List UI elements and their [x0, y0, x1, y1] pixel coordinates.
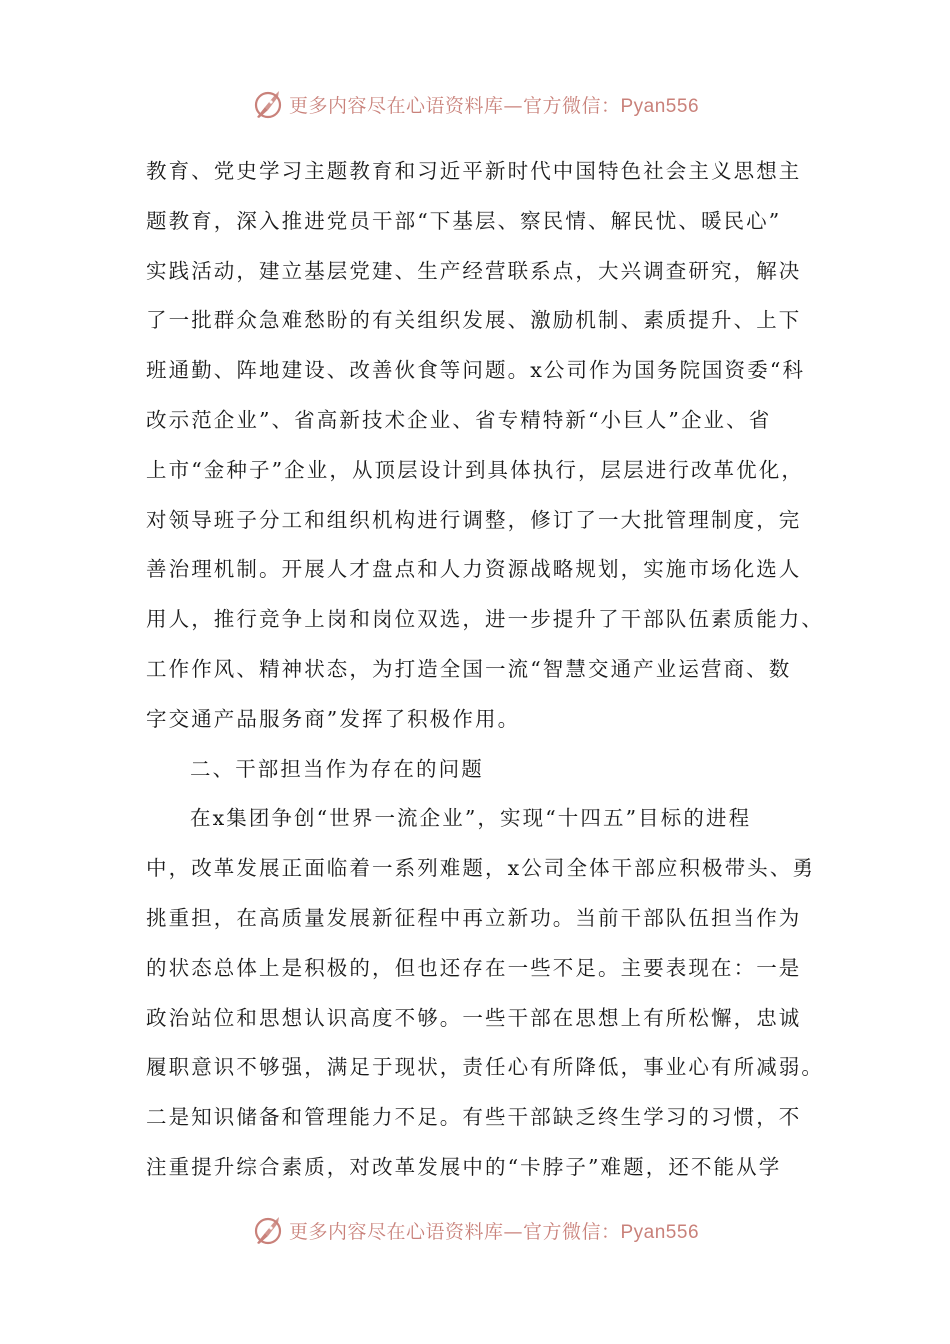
- body-line: 用人，推行竞争上岗和岗位双选，进一步提升了干部队伍素质能力、: [146, 607, 824, 632]
- body-line: 的状态总体上是积极的，但也还存在一些不足。主要表现在：一是: [146, 955, 802, 980]
- body-line: 工作作风、精神状态，为打造全国一流“智慧交通产业运营商、数: [146, 656, 792, 681]
- document-body: [146, 147, 824, 1193]
- body-line: 政治站位和思想认识高度不够。一些干部在思想上有所松懈，忠诚: [146, 1005, 802, 1030]
- body-line: 履职意识不够强，满足于现状，责任心有所降低，事业心有所减弱。: [146, 1055, 824, 1080]
- footer-watermark-banner: [0, 1208, 950, 1252]
- header-banner-handle: Pyan556: [620, 95, 700, 117]
- body-line: 字交通产品服务商”发挥了积极作用。: [146, 706, 521, 731]
- footer-banner-handle: Pyan556: [620, 1221, 700, 1243]
- body-line: 班通勤、阵地建设、改善伙食等问题。x公司作为国务院国资委“科: [146, 358, 806, 383]
- body-line: 实践活动，建立基层党建、生产经营联系点，大兴调查研究，解决: [146, 258, 802, 283]
- body-line: 挑重担，在高质量发展新征程中再立新功。当前干部队伍担当作为: [146, 905, 802, 930]
- body-line: 了一批群众急难愁盼的有关组织发展、激励机制、素质提升、上下: [146, 308, 802, 333]
- body-line: 对领导班子分工和组织机构进行调整，修订了一大批管理制度，完: [146, 507, 802, 532]
- pen-nib-circle-icon: [251, 87, 285, 121]
- footer-banner-label: 更多内容尽在心语资料库—官方微信：: [288, 1220, 621, 1243]
- pen-nib-circle-icon: [251, 1213, 285, 1247]
- header-watermark-banner: [0, 82, 950, 126]
- body-line: 题教育，深入推进党员干部“下基层、察民情、解民忧、暖民心”: [146, 208, 782, 233]
- body-line: 注重提升综合素质，对改革发展中的“卡脖子”难题，还不能从学: [146, 1154, 782, 1179]
- body-line: 改示范企业”、省高新技术企业、省专精特新“小巨人”企业、省: [146, 407, 772, 432]
- body-line: 教育、党史学习主题教育和习近平新时代中国特色社会主义思想主: [146, 159, 802, 183]
- body-line: 上市“金种子”企业，从顶层设计到具体执行，层层进行改革优化，: [146, 457, 804, 482]
- section-heading: 二、干部担当作为存在的问题: [190, 756, 484, 781]
- body-line: 善治理机制。开展人才盘点和人力资源战略规划，实施市场化选人: [146, 557, 802, 582]
- header-banner-text: [289, 91, 699, 118]
- body-line: 在x集团争创“世界一流企业”，实现“十四五”目标的进程: [190, 806, 752, 831]
- body-line: 二是知识储备和管理能力不足。有些干部缺乏终生学习的习惯，不: [146, 1105, 802, 1130]
- footer-banner-text: [289, 1217, 699, 1244]
- header-banner-label: 更多内容尽在心语资料库—官方微信：: [288, 94, 621, 117]
- body-line: 中，改革发展正面临着一系列难题，x公司全体干部应积极带头、勇: [146, 856, 816, 881]
